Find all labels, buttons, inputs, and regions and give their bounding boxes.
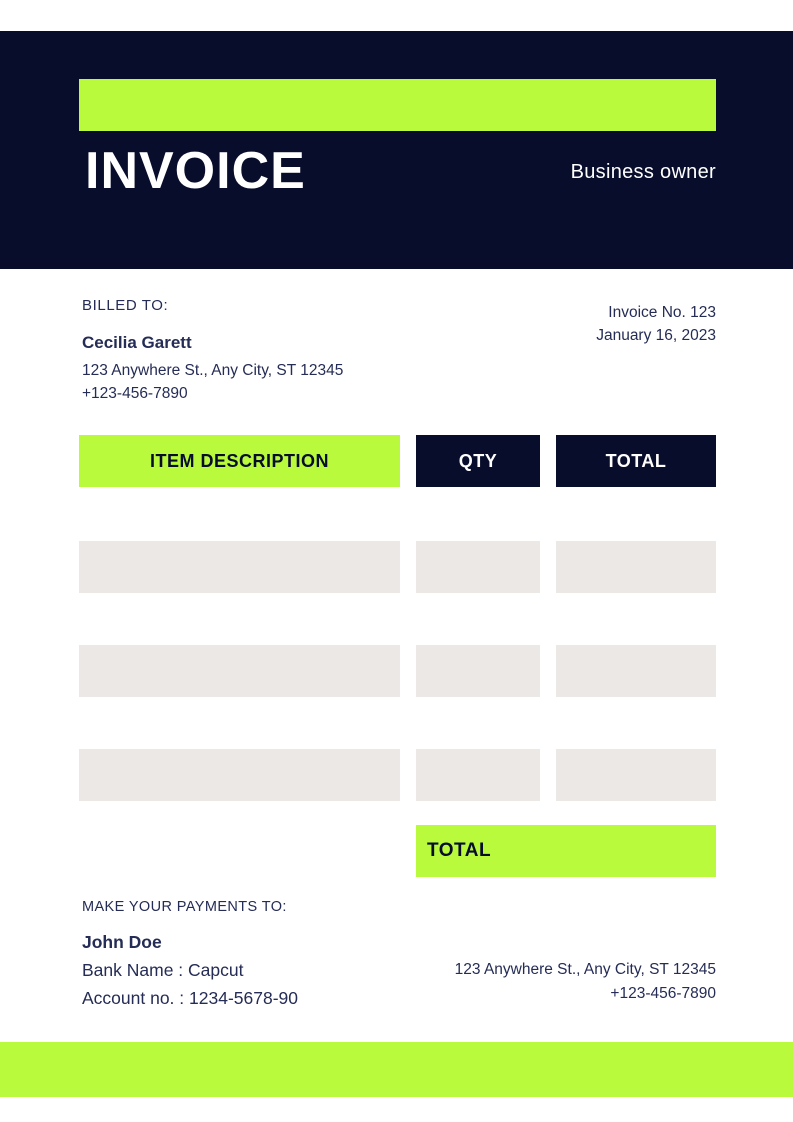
payment-section xyxy=(82,899,298,1009)
billed-to-name: Cecilia Garett xyxy=(82,333,192,352)
row-total-cell xyxy=(556,749,716,801)
header-accent-bar xyxy=(79,79,716,131)
payment-account-number: Account no. : 1234-5678-90 xyxy=(82,988,298,1008)
column-header-qty: QTY xyxy=(416,435,540,487)
footer-address: 123 Anywhere St., Any City, ST 12345 xyxy=(454,961,716,978)
footer-contact xyxy=(455,961,716,1003)
billed-to-label: BILLED TO: xyxy=(82,297,169,314)
payment-payee: John Doe xyxy=(82,932,162,952)
row-description-cell xyxy=(79,645,400,697)
invoice-number: Invoice No. 123 xyxy=(608,304,716,321)
row-total-cell xyxy=(556,645,716,697)
row-total-cell xyxy=(556,541,716,593)
row-qty-cell xyxy=(416,749,540,801)
payment-bank-name: Bank Name : Capcut xyxy=(82,960,244,980)
invoice-date: January 16, 2023 xyxy=(596,327,716,344)
billed-to-phone: +123-456-7890 xyxy=(82,385,188,402)
column-header-item-description: ITEM DESCRIPTION xyxy=(79,435,400,487)
billed-to-address: 123 Anywhere St., Any City, ST 12345 xyxy=(82,362,344,379)
grand-total-bar xyxy=(416,825,716,877)
row-qty-cell xyxy=(416,541,540,593)
footer-phone: +123-456-7890 xyxy=(610,985,716,1002)
row-description-cell xyxy=(79,749,400,801)
invoice-meta xyxy=(596,304,716,345)
payment-label: MAKE YOUR PAYMENTS TO: xyxy=(82,899,287,915)
column-header-total: TOTAL xyxy=(556,435,716,487)
row-description-cell xyxy=(79,541,400,593)
invoice-title: INVOICE xyxy=(85,142,306,200)
row-qty-cell xyxy=(416,645,540,697)
grand-total-label: TOTAL xyxy=(427,840,492,861)
billed-to-section xyxy=(82,297,343,403)
footer-accent-bar xyxy=(0,1042,793,1097)
business-owner-label: Business owner xyxy=(570,161,716,183)
